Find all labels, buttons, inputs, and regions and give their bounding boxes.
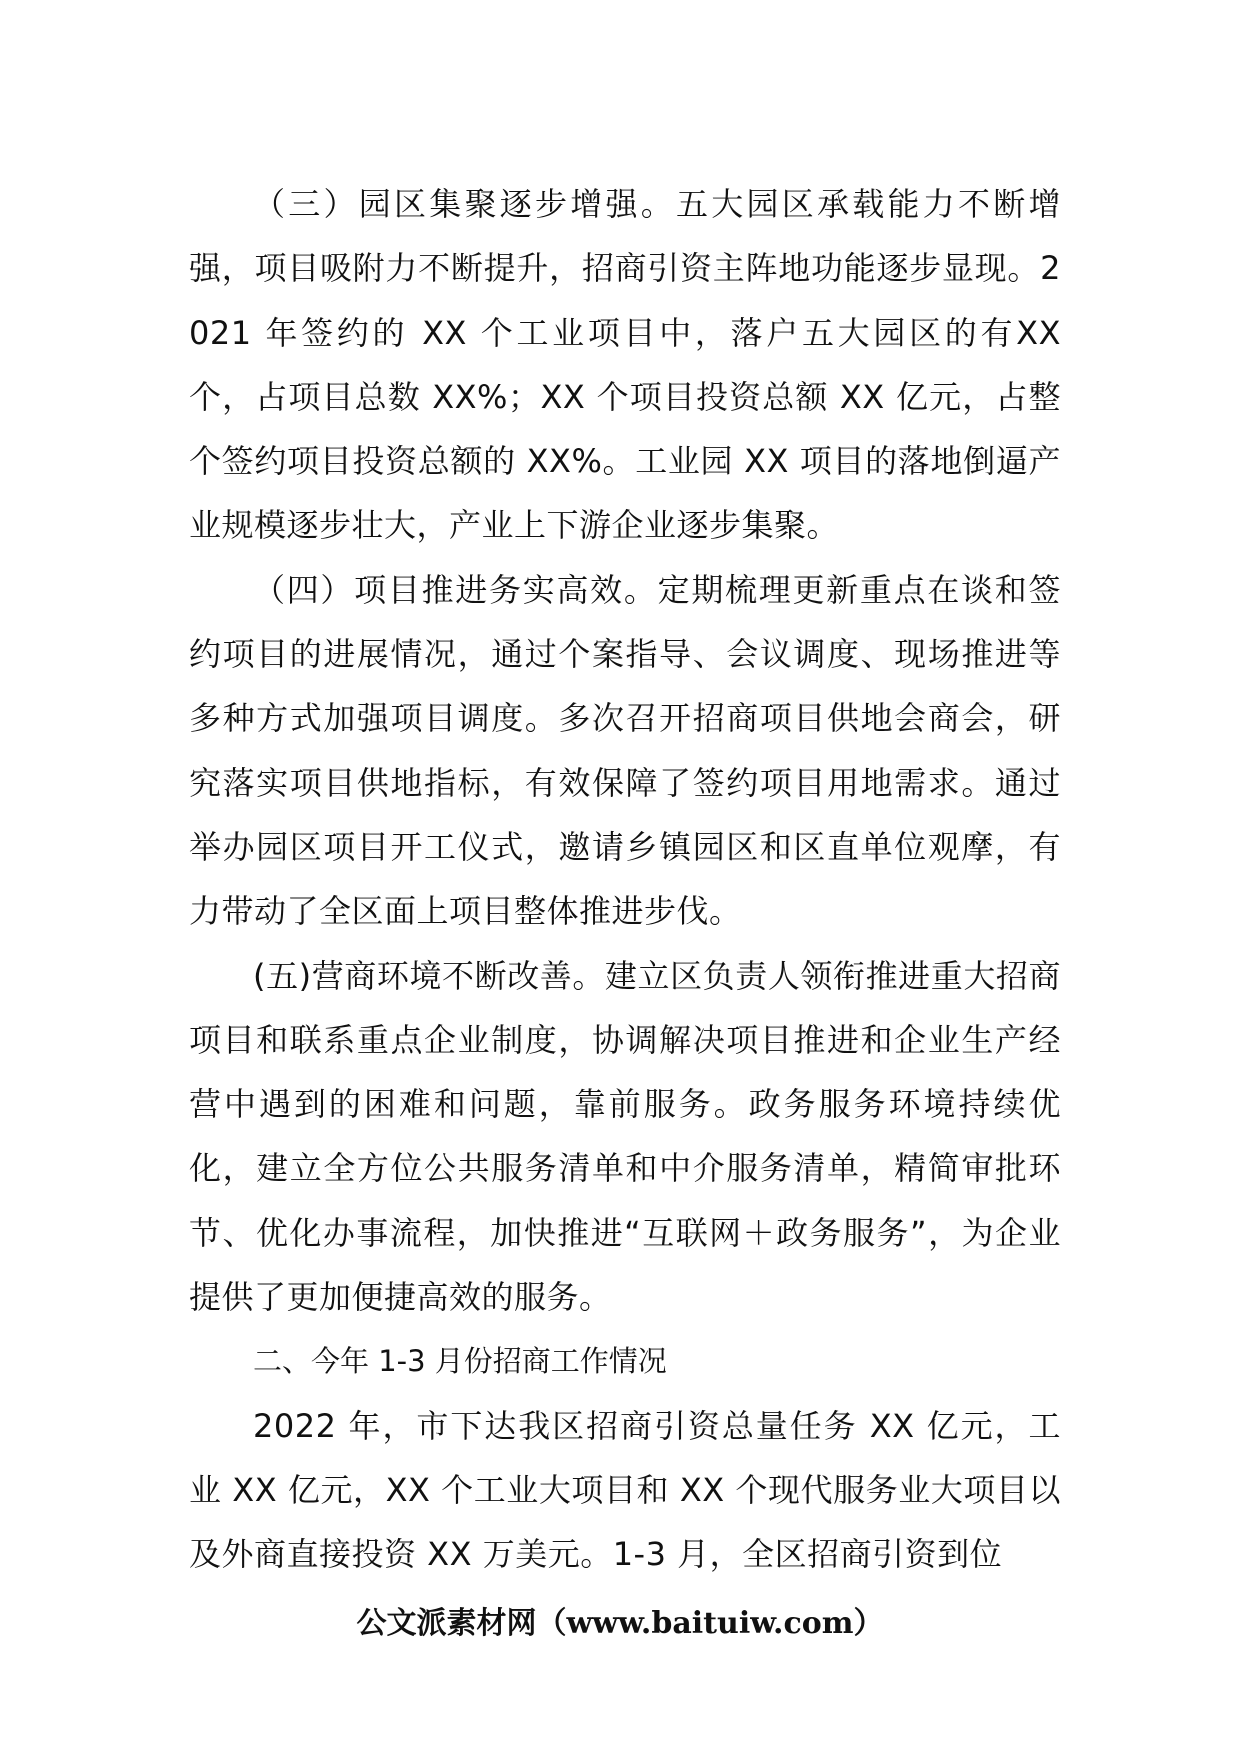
paragraph-industrial-parks: （三）园区集聚逐步增强。五大园区承载能力不断增强，项目吸附力不断提升，招商引资主阵地功能逐步显现。2021 年签约的 XX 个工业项目中，落户五大园区的有XX 个，占项目总数 XX%；XX 个项目投资总额 XX 亿元，占整个签约项目投资总额的 XX%。工业园 XX 项目的落地倒逼产业规模逐步壮大，产业上下游企业逐步集聚。 — [189, 185, 1061, 545]
paragraph-2022-tasks: 2022 年，市下达我区招商引资总量任务 XX 亿元，工业 XX 亿元，XX 个工业大项目和 XX 个现代服务业大项目以及外商直接投资 XX 万美元。1-3 月，全区招商引资到位 — [189, 1406, 1061, 1574]
paragraph-business-environment: (五)营商环境不断改善。建立区负责人领衔推进重大招商项目和联系重点企业制度，协调解决项目推进和企业生产经营中遇到的困难和问题，靠前服务。政务服务环境持续优化，建立全方位公共服务清单和中介服务清单，精简审批环节、优化办事流程，加快推进“互联网＋政务服务”，为企业提供了更加便捷高效的服务。 — [189, 956, 1061, 1317]
section-heading: 二、今年 1-3 月份招商工作情况 — [253, 1344, 667, 1379]
paragraph-project-promotion: （四）项目推进务实高效。定期梳理更新重点在谈和签约项目的进展情况，通过个案指导、会议调度、现场推进等多种方式加强项目调度。多次召开招商项目供地会商会，研究落实项目供地指标，有效保障了签约项目用地需求。通过举办园区项目开工仪式，邀请乡镇园区和区直单位观摩，有力带动了全区面上项目整体推进步伐。 — [189, 570, 1061, 931]
footer-watermark: 公文派素材网（www.baituiw.com） — [356, 1606, 884, 1641]
document-body — [189, 172, 1061, 1587]
